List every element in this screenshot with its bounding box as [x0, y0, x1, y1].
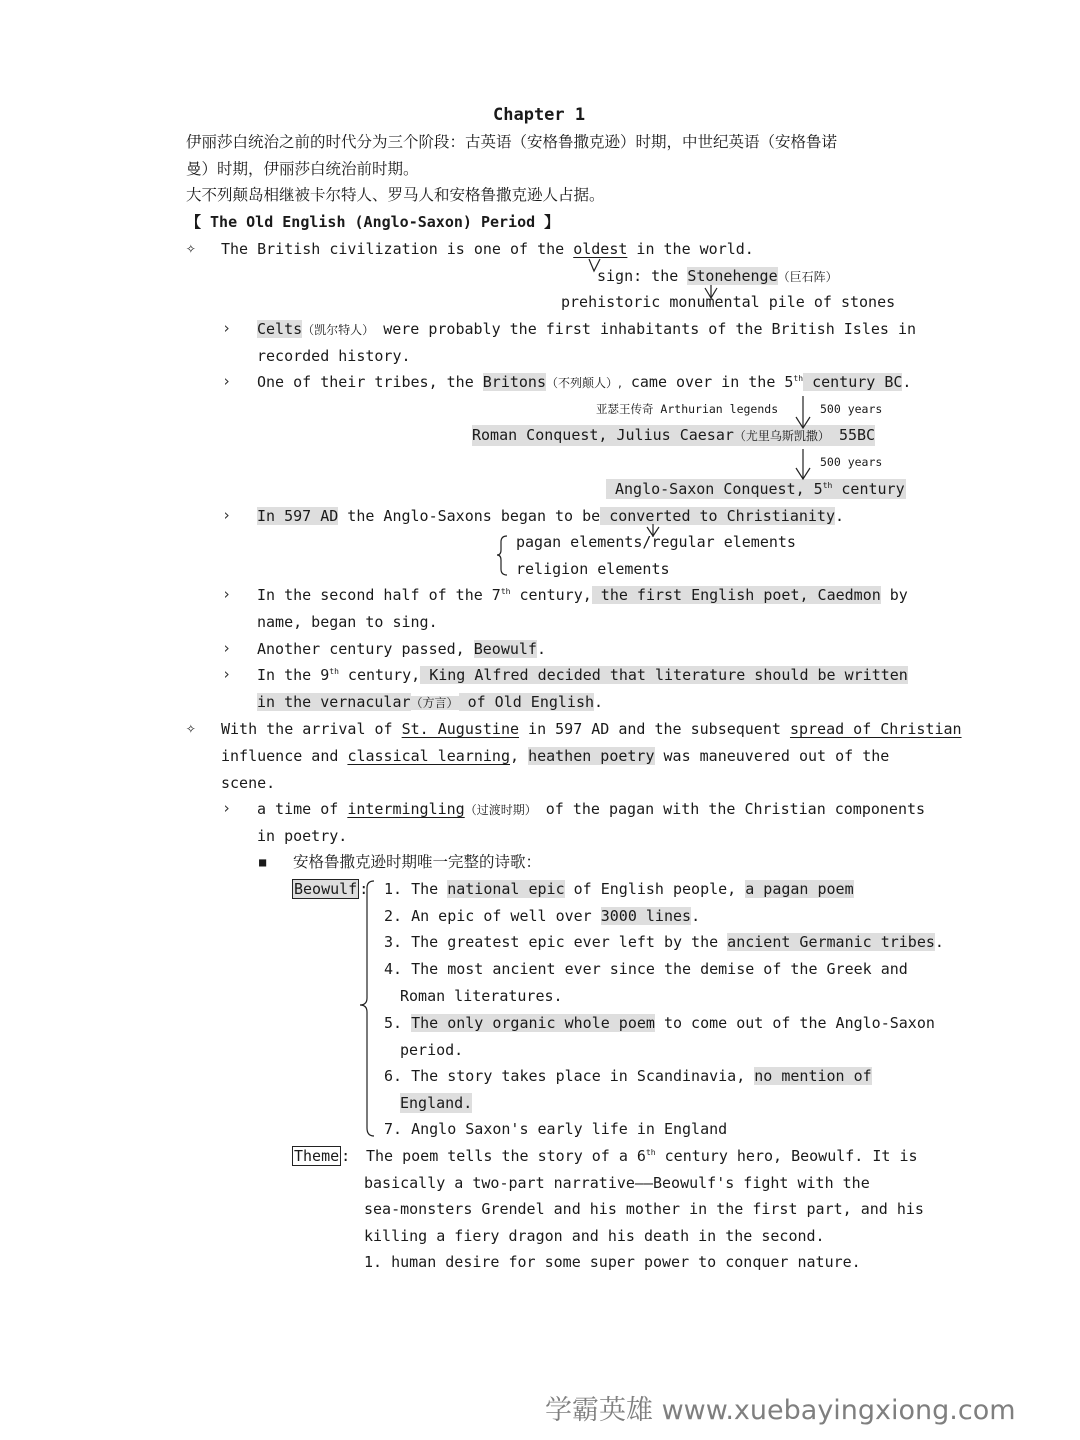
- arrow-down-icon: [589, 259, 600, 271]
- intro-line-1: 伊丽莎白统治之前的时代分为三个阶段：古英语（安格鲁撒克逊）时期，中世纪英语（安格鲁诺: [186, 133, 838, 151]
- alfred-line-2: in the vernacular（方言） of Old English.: [257, 693, 604, 711]
- chevron-bullet-icon: ›: [222, 506, 232, 524]
- intermingling-line-2: in poetry.: [257, 827, 348, 845]
- point-5: 5. The only organic whole poem to come out of the Anglo-Saxon: [384, 1014, 935, 1032]
- religion-elements: religion elements: [516, 560, 670, 578]
- brace-icon: [497, 536, 507, 575]
- beowulf-century-line: Another century passed, Beowulf.: [257, 640, 546, 658]
- beowulf-label: Beowulf :: [294, 880, 369, 898]
- theme-line-3: sea-monsters Grendel and his mother in the first part, and his: [364, 1200, 924, 1218]
- britons-line: One of their tribes, the Britons（不列颠人）, came over in the 5th century BC.: [257, 373, 912, 391]
- civilization-line: The British civilization is one of the oldest in the world.: [221, 240, 754, 258]
- point-5-cont: period.: [400, 1041, 464, 1059]
- chevron-bullet-icon: ›: [222, 585, 232, 603]
- ad597-line: In 597 AD the Anglo-Saxons began to be converted to Christianity.: [257, 507, 845, 525]
- sign-line: sign: the Stonehenge（巨石阵）: [597, 267, 838, 285]
- intermingling-line: a time of intermingling（过渡时期） of the pagan with the Christian components: [257, 800, 926, 818]
- watermark: 学霸英雄 www.xuebayingxiong.com: [545, 1395, 1016, 1426]
- augustine-line: With the arrival of St. Augustine in 597 AD and the subsequent spread of Christian: [221, 720, 962, 738]
- diamond-bullet-icon: ✧: [186, 718, 196, 737]
- prehistoric-line: prehistoric monumental pile of stones: [561, 293, 896, 311]
- chevron-bullet-icon: ›: [222, 319, 232, 337]
- theme-line-5: 1. human desire for some super power to conquer nature.: [364, 1253, 861, 1271]
- anglo-saxon-conquest: Anglo-Saxon Conquest, 5th century: [606, 479, 906, 499]
- chevron-bullet-icon: ›: [222, 799, 232, 817]
- oldest-text: oldest: [573, 240, 628, 258]
- chevron-bullet-icon: ›: [222, 665, 232, 683]
- theme-label: Theme :: [294, 1147, 351, 1165]
- brace-icon: [360, 881, 374, 1136]
- years-note-2: 500 years: [820, 455, 883, 469]
- point-4: 4. The most ancient ever since the demise of the Greek and: [384, 960, 908, 978]
- section-heading: 【 The Old English (Anglo-Saxon) Period 】: [186, 213, 560, 231]
- point-6: 6. The story takes place in Scandinavia, no mention of: [384, 1067, 872, 1085]
- diamond-bullet-icon: ✧: [186, 238, 196, 257]
- point-6-cont: England.: [400, 1094, 473, 1112]
- arthurian-note: 亚瑟王传奇 Arthurian legends: [596, 402, 779, 416]
- celts-line: Celts（凯尔特人） were probably the first inhabitants of the British Isles in: [257, 320, 917, 338]
- only-poem-heading: 安格鲁撒克逊时期唯一完整的诗歌：: [293, 853, 542, 871]
- pagan-elements: pagan elements/regular elements: [516, 533, 796, 551]
- alfred-line: In the 9th century, King Alfred decided that literature should be written: [257, 666, 908, 684]
- chevron-bullet-icon: ›: [222, 372, 232, 390]
- point-1: 1. The national epic of English people, a pagan poem: [384, 880, 854, 898]
- theme-line-4: killing a fiery dragon and his death in the second.: [364, 1227, 825, 1245]
- caedmon-line-2: name, began to sing.: [257, 613, 438, 631]
- years-note-1: 500 years: [820, 402, 883, 416]
- augustine-line-3: scene.: [221, 774, 276, 792]
- intro-line-2: 曼）时期，伊丽莎白统治前时期。: [186, 160, 419, 178]
- point-4-cont: Roman literatures.: [400, 987, 563, 1005]
- theme-line-2: basically a two-part narrative——Beowulf's fight with the: [364, 1174, 870, 1192]
- point-2: 2. An epic of well over 3000 lines.: [384, 907, 701, 925]
- point-7: 7. Anglo Saxon's early life in England: [384, 1120, 728, 1138]
- page-title: Chapter 1: [493, 105, 586, 125]
- roman-conquest: Roman Conquest, Julius Caesar（尤里乌斯凯撒） 55BC: [472, 426, 876, 444]
- point-3: 3. The greatest epic ever left by the ancient Germanic tribes.: [384, 933, 944, 951]
- square-bullet-icon: ■: [259, 855, 267, 869]
- caedmon-line: In the second half of the 7th century, the first English poet, Caedmon by: [257, 586, 908, 604]
- augustine-line-2: influence and classical learning, heathen poetry was maneuvered out of the: [221, 747, 890, 765]
- stonehenge-text: Stonehenge: [687, 267, 778, 285]
- intro-line-3: 大不列颠岛相继被卡尔特人、罗马人和安格鲁撒克逊人占据。: [186, 186, 605, 204]
- celts-line-2: recorded history.: [257, 347, 411, 365]
- chevron-bullet-icon: ›: [222, 639, 232, 657]
- theme-line-1: The poem tells the story of a 6th century hero, Beowulf. It is: [366, 1147, 918, 1165]
